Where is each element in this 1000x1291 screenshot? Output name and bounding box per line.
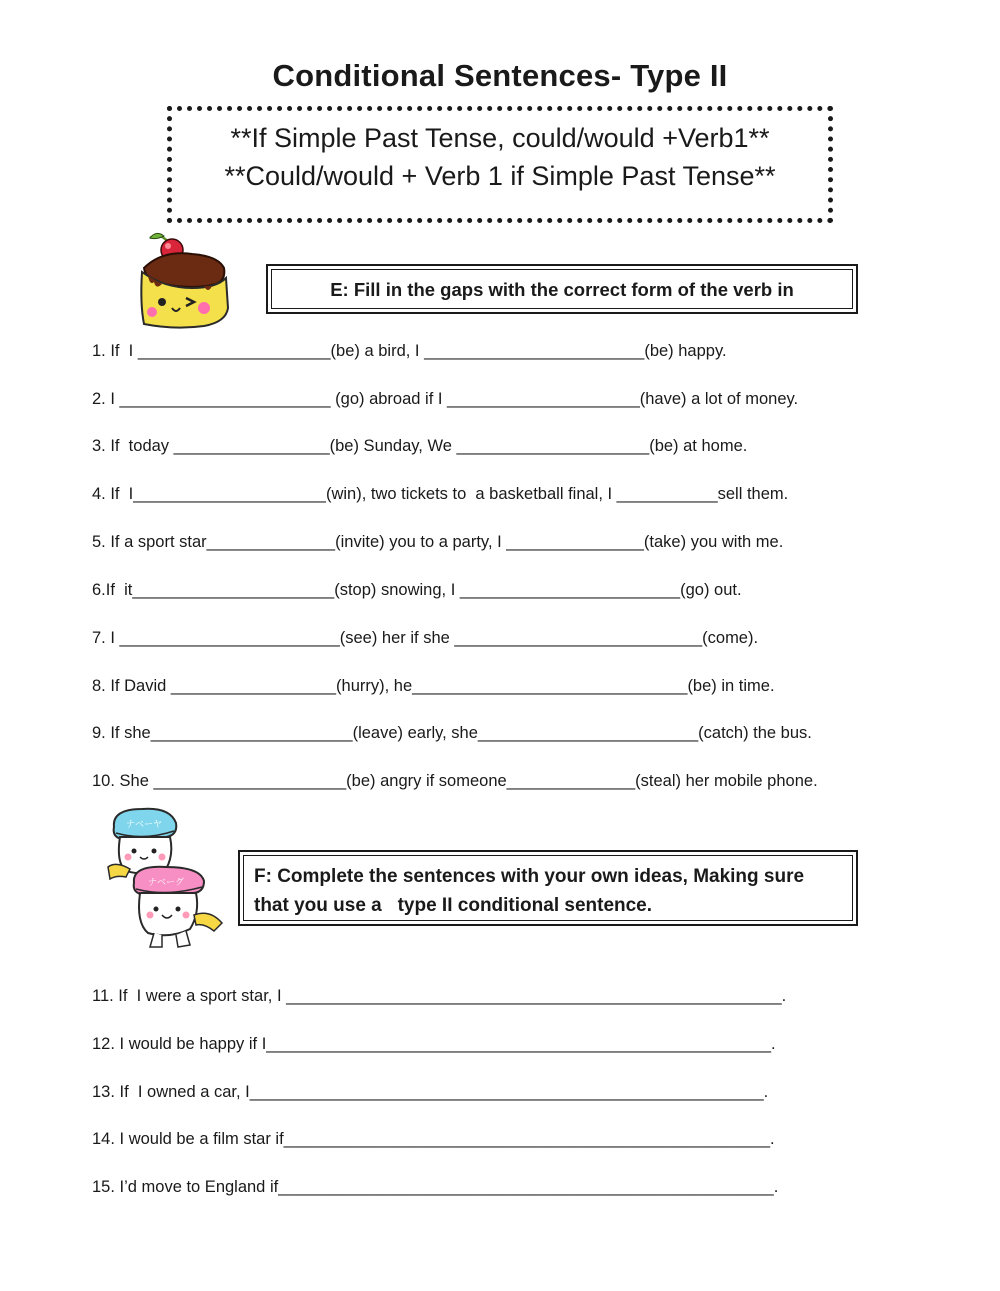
instruction-e: E: Fill in the gaps with the correct form of the verb in — [330, 279, 794, 300]
rule-box — [167, 106, 833, 223]
exercise-item-8: 8. If David __________________(hurry), he______________________________(be) in time. — [92, 677, 775, 695]
exercise-item-6: 6.If it______________________(stop) snowing, I ________________________(go) out. — [92, 581, 742, 599]
exercise-item-2: 2. I _______________________ (go) abroad if I _____________________(have) a lot of money. — [92, 390, 799, 408]
page-title: Conditional Sentences- Type II — [272, 58, 728, 93]
instruction-box-e — [266, 264, 858, 314]
exercise-item-13: 13. If I owned a car, I________________________________________________________. — [92, 1083, 769, 1101]
svg-text:ナベーグ: ナベーグ — [148, 878, 185, 888]
exercise-item-1: 1. If I _____________________(be) a bird, I ________________________(be) happy. — [92, 342, 727, 360]
rule-line-2: **Could/would + Verb 1 if Simple Past Tense** — [224, 161, 776, 191]
exercise-item-9: 9. If she______________________(leave) early, she________________________(catch) the bus. — [92, 724, 812, 742]
exercise-item-12: 12. I would be happy if I_______________________________________________________. — [92, 1035, 776, 1053]
exercise-item-11: 11. If I were a sport star, I ______________________________________________________. — [92, 987, 787, 1005]
exercise-item-15: 15. I’d move to England if______________________________________________________. — [92, 1178, 779, 1196]
exercise-item-7: 7. I ________________________(see) her if she ___________________________(come). — [92, 629, 759, 647]
pudding-sticker-icon — [134, 228, 254, 334]
instruction-f: F: Complete the sentences with your own ideas, Making sure that you use a type II conditional sentence. — [254, 866, 805, 916]
instruction-box-f — [238, 850, 858, 926]
yogurt-mascots-sticker-icon — [104, 805, 230, 955]
exercise-item-14: 14. I would be a film star if_____________________________________________________. — [92, 1130, 775, 1148]
svg-text:ナベーヤ: ナベーヤ — [126, 820, 163, 830]
exercise-item-10: 10. She _____________________(be) angry if someone______________(steal) her mobile phone. — [92, 772, 818, 790]
exercise-item-4: 4. If I_____________________(win), two tickets to a basketball final, I ___________sell them. — [92, 485, 789, 503]
rule-line-1: **If Simple Past Tense, could/would +Verb1** — [230, 123, 770, 153]
exercise-item-3: 3. If today _________________(be) Sunday, We _____________________(be) at home. — [92, 437, 748, 455]
exercise-item-5: 5. If a sport star______________(invite) you to a party, I _______________(take) you with me. — [92, 533, 784, 551]
